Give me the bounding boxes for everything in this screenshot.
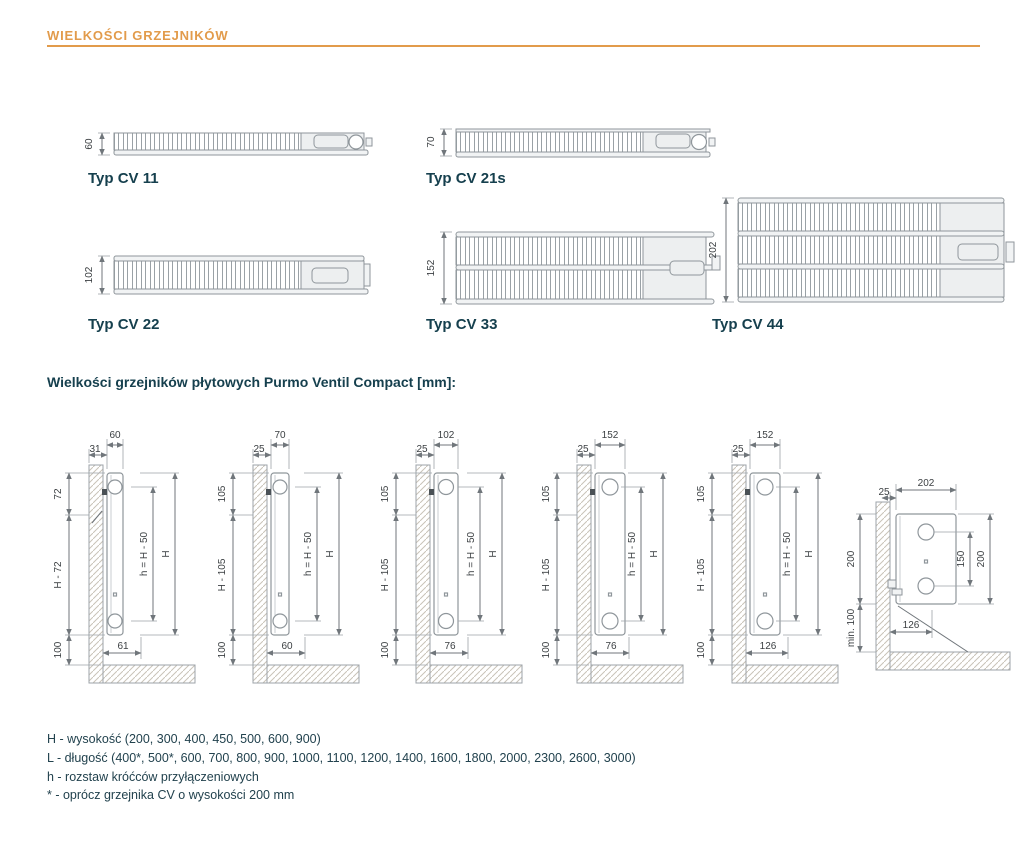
vent-plug (918, 524, 934, 540)
pipe-spacing-dim: h = H - 50 (303, 531, 314, 577)
floor-hatch (591, 665, 683, 683)
vent-plug (273, 480, 287, 494)
pipe-spacing-dim: h = H - 50 (139, 531, 150, 577)
height-minus-dim: H - 105 (380, 558, 391, 592)
wall-hatch (732, 465, 746, 683)
header-rule (47, 45, 980, 47)
top-offset-dim: 105 (380, 485, 391, 503)
panel-3 (738, 264, 1004, 269)
valve-cap (349, 135, 363, 149)
bracket (429, 489, 434, 495)
radiator-body (271, 473, 289, 635)
floor-hatch (430, 665, 522, 683)
height-dim: H (161, 550, 172, 558)
depth-dim: 102 (84, 266, 95, 284)
drain-dot (445, 593, 448, 596)
fin-row-1 (456, 237, 643, 265)
floor-clearance-dim: 100 (541, 641, 552, 659)
drain-dot (925, 560, 928, 563)
panel-2 (738, 231, 1004, 236)
top-offset-dim: 72 (53, 488, 64, 500)
valve-connection (108, 614, 122, 628)
depth-dim: 202 (708, 241, 719, 259)
valve-body (314, 135, 348, 148)
floor-clearance-dim: 100 (696, 641, 707, 659)
page-title: WIELKOŚCI GRZEJNIKÓW (47, 28, 229, 43)
floor-hatch (890, 652, 1010, 670)
connection-offset-dim: 60 (281, 641, 293, 652)
height-dim: 200 (976, 550, 987, 568)
top-offset-dim: 105 (541, 485, 552, 503)
bracket (590, 489, 595, 495)
vent-plug (439, 480, 454, 495)
pipe-spacing-dim: h = H - 50 (466, 531, 477, 577)
depth-dim: 70 (426, 136, 437, 148)
connector-stub (364, 264, 370, 286)
connection-offset-dim: 61 (117, 641, 129, 652)
floor-clearance-dim: 100 (380, 641, 391, 659)
bracket (266, 489, 271, 495)
depth-dim: 70 (274, 430, 286, 441)
wall-hatch (577, 465, 591, 683)
fin-row (114, 261, 301, 289)
mounting-diagram-low-height (848, 476, 1026, 690)
mounting-diagram-cv33 (533, 425, 695, 687)
panel-plate (456, 152, 710, 157)
panel-3 (456, 299, 714, 304)
height-minus-dim: H - 72 (53, 561, 64, 589)
drain-dot (764, 593, 767, 596)
pipe-spacing-dim: h = H - 50 (782, 531, 793, 577)
top-offset-dim: 105 (696, 485, 707, 503)
wall-hatch (89, 465, 103, 683)
pipe-spacing-dim: 150 (956, 550, 967, 568)
left-height-dim: 200 (846, 550, 857, 568)
wall-gap-dim: 25 (416, 444, 428, 455)
fin-row (456, 132, 643, 152)
wall-gap-dim: 25 (878, 487, 890, 498)
height-dim: H (488, 550, 499, 558)
mounting-diagram-cv21s (209, 425, 371, 687)
vent-plug (108, 480, 122, 494)
panel-1 (738, 198, 1004, 203)
valve-connection (918, 578, 934, 594)
wall-hatch (253, 465, 267, 683)
wall-gap-dim: 25 (732, 444, 744, 455)
vent-plug (602, 479, 618, 495)
fin-row-3 (738, 269, 940, 297)
depth-dim: 152 (426, 259, 437, 277)
valve-connection (602, 613, 618, 629)
top-panel (114, 256, 364, 261)
depth-dim: 202 (917, 478, 935, 489)
cross-section-cv22 (76, 248, 376, 310)
fin-row-2 (456, 270, 643, 299)
connection-offset-dim: 76 (444, 641, 456, 652)
valve-body (656, 134, 690, 148)
valve-body (312, 268, 348, 283)
panel-plate (114, 150, 368, 155)
valve-part (888, 580, 896, 588)
section-heading: Wielkości grzejników płytowych Purmo Ventil Compact [mm]: (47, 374, 457, 390)
wall-gap-dim: 31 (89, 444, 101, 455)
valve-connection (273, 614, 287, 628)
valve-part-2 (892, 589, 902, 595)
valve-connection (439, 614, 454, 629)
fin-row-1 (738, 203, 940, 231)
type-label-cv44: Typ CV 44 (712, 316, 784, 333)
height-minus-dim: H - 105 (217, 558, 228, 592)
floor-clearance-dim: 100 (53, 641, 64, 659)
drain-dot (114, 593, 117, 596)
connector-stub (709, 138, 715, 146)
wall-hatch (416, 465, 430, 683)
height-dim: H (649, 550, 660, 558)
connector-stub (1006, 242, 1014, 262)
depth-dim: 60 (84, 138, 95, 150)
drain-dot (609, 593, 612, 596)
height-dim: H (804, 550, 815, 558)
connector-stub (366, 138, 372, 146)
fin-row (114, 133, 301, 150)
type-label-cv22: Typ CV 22 (88, 316, 160, 333)
pipe-spacing-dim: h = H - 50 (627, 531, 638, 577)
wall-gap-dim: 25 (577, 444, 589, 455)
height-minus-dim: H - 105 (541, 558, 552, 592)
legend-line-length: L - długość (400*, 500*, 600, 700, 800, 900, 1000, 1100, 1200, 1400, 1600, 1800, 2000, 2300, 2600, 3000) (47, 751, 636, 765)
mounting-diagram-cv11 (45, 425, 207, 687)
floor-hatch (267, 665, 359, 683)
cross-section-cv44 (700, 190, 1024, 316)
bottom-panel (114, 289, 368, 294)
cross-section-cv21s (418, 120, 718, 174)
valve-body (958, 244, 998, 260)
mounting-diagram-cv44 (688, 425, 850, 687)
bracket (102, 489, 107, 495)
type-label-cv33: Typ CV 33 (426, 316, 498, 333)
bracket (745, 489, 750, 495)
legend-line-height: H - wysokość (200, 300, 400, 450, 500, 600, 900) (47, 732, 321, 746)
floor-clearance-dim: 100 (217, 641, 228, 659)
height-dim: H (325, 550, 336, 558)
min-clearance-dim: min. 100 (846, 608, 857, 648)
depth-dim: 60 (109, 430, 121, 441)
depth-dim: 152 (601, 430, 619, 441)
valve-connection (757, 613, 773, 629)
legend-line-footnote: * - oprócz grzejnika CV o wysokości 200 mm (47, 788, 295, 802)
valve-cap (692, 135, 707, 150)
panel-1 (456, 232, 714, 237)
connection-offset-dim: 76 (605, 641, 617, 652)
cross-section-cv11 (76, 124, 376, 170)
type-label-cv21s: Typ CV 21s (426, 170, 506, 187)
mounting-diagram-cv22 (372, 425, 534, 687)
depth-dim: 102 (437, 430, 455, 441)
legend-line-pipe-spacing: h - rozstaw króćców przyłączeniowych (47, 770, 259, 784)
wall-gap-dim: 25 (253, 444, 265, 455)
fin-row-2 (738, 236, 940, 264)
valve-body (670, 261, 704, 275)
connection-offset-dim: 126 (902, 620, 920, 631)
top-offset-dim: 105 (217, 485, 228, 503)
cross-section-cv33 (418, 224, 718, 316)
type-label-cv11: Typ CV 11 (88, 170, 159, 187)
drain-dot (279, 593, 282, 596)
height-minus-dim: H - 105 (696, 558, 707, 592)
floor-hatch (103, 665, 195, 683)
panel-4 (738, 297, 1004, 302)
depth-dim: 152 (756, 430, 774, 441)
radiator-body (107, 473, 123, 635)
floor-hatch (746, 665, 838, 683)
connection-offset-dim: 126 (759, 641, 777, 652)
vent-plug (757, 479, 773, 495)
